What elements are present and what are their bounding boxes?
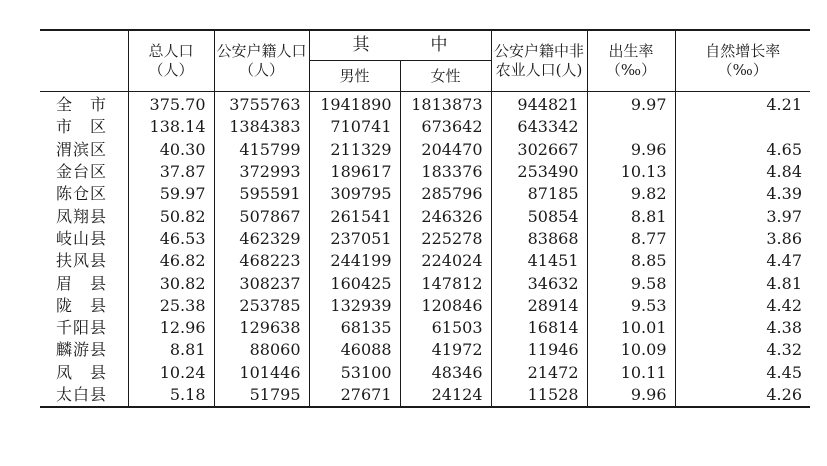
table-row [40, 250, 810, 272]
female-cell: 48346 [400, 362, 491, 384]
male-cell: 68135 [309, 317, 400, 339]
female-cell: 41972 [400, 339, 491, 361]
table-row [40, 92, 810, 117]
region-name: 陇 县 [56, 295, 108, 315]
growth-rate-cell: 4.45 [675, 362, 810, 384]
growth-rate-cell: 4.84 [675, 161, 810, 183]
total-population-cell: 50.82 [128, 205, 214, 227]
registered-population-cell: 129638 [214, 317, 309, 339]
birth-rate-cell: 10.13 [587, 161, 675, 183]
female-cell: 1813873 [400, 92, 491, 117]
header-growth-line1: 自然增长率 [705, 42, 781, 60]
registered-population-cell: 3755763 [214, 92, 309, 117]
table-row [40, 228, 810, 250]
region-name: 市 区 [56, 117, 108, 137]
nonagricultural-cell: 643342 [491, 116, 587, 138]
nonagricultural-cell: 16814 [491, 317, 587, 339]
header-birth-line2: （‰） [605, 61, 657, 79]
registered-population-cell: 372993 [214, 161, 309, 183]
region-name: 全 市 [56, 95, 108, 115]
nonagricultural-cell: 11946 [491, 339, 587, 361]
growth-rate-cell: 4.42 [675, 295, 810, 317]
male-cell: 53100 [309, 362, 400, 384]
growth-rate-cell: 4.32 [675, 339, 810, 361]
female-cell: 224024 [400, 250, 491, 272]
registered-population-cell: 1384383 [214, 116, 309, 138]
table-row [40, 295, 810, 317]
registered-population-cell: 507867 [214, 205, 309, 227]
region-name: 千阳县 [56, 318, 108, 338]
registered-population-cell: 415799 [214, 139, 309, 161]
male-cell: 309795 [309, 183, 400, 205]
nonagricultural-cell: 21472 [491, 362, 587, 384]
header-region [40, 30, 128, 92]
table-row [40, 384, 810, 407]
nonagricultural-cell: 83868 [491, 228, 587, 250]
region-name: 太白县 [40, 384, 128, 407]
total-population-cell: 46.82 [128, 250, 214, 272]
male-cell: 710741 [309, 116, 400, 138]
total-population-cell: 46.53 [128, 228, 214, 250]
male-cell: 237051 [309, 228, 400, 250]
birth-rate-cell: 9.96 [587, 139, 675, 161]
nonagricultural-cell: 302667 [491, 139, 587, 161]
growth-rate-cell: 4.38 [675, 317, 810, 339]
region-name: 麟游县 [56, 340, 108, 360]
female-cell: 183376 [400, 161, 491, 183]
header-total-line1: 总人口 [148, 42, 194, 60]
nonagricultural-cell: 253490 [491, 161, 587, 183]
registered-population-cell: 253785 [214, 295, 309, 317]
male-cell: 189617 [309, 161, 400, 183]
birth-rate-cell: 8.81 [587, 205, 675, 227]
female-cell: 24124 [400, 384, 491, 407]
birth-rate-cell: 10.01 [587, 317, 675, 339]
registered-population-cell: 51795 [214, 384, 309, 407]
nonagricultural-cell: 41451 [491, 250, 587, 272]
region-name: 眉 县 [56, 273, 108, 293]
female-cell: 285796 [400, 183, 491, 205]
total-population-cell: 25.38 [128, 295, 214, 317]
growth-rate-cell: 4.47 [675, 250, 810, 272]
region-name: 扶风县 [56, 251, 108, 271]
total-population-cell: 12.96 [128, 317, 214, 339]
nonagricultural-cell: 87185 [491, 183, 587, 205]
birth-rate-cell: 9.58 [587, 272, 675, 294]
header-among-label: 其 中 [352, 35, 470, 55]
total-population-cell: 375.70 [128, 92, 214, 117]
registered-population-cell: 88060 [214, 339, 309, 361]
table-row [40, 205, 810, 227]
growth-rate-cell: 4.81 [675, 272, 810, 294]
header-total-line2: （人） [148, 61, 194, 79]
growth-rate-cell: 4.21 [675, 92, 810, 117]
male-cell: 261541 [309, 205, 400, 227]
nonagricultural-cell: 11528 [491, 384, 587, 407]
female-cell: 246326 [400, 205, 491, 227]
female-cell: 61503 [400, 317, 491, 339]
header-registered-line2: （人） [238, 61, 284, 79]
table-row [40, 116, 810, 138]
header-registered-line1: 公安户籍人口 [216, 42, 307, 60]
table-row [40, 362, 810, 384]
birth-rate-cell: 9.53 [587, 295, 675, 317]
table-row [40, 317, 810, 339]
total-population-cell: 59.97 [128, 183, 214, 205]
growth-rate-cell: 4.39 [675, 183, 810, 205]
total-population-cell: 8.81 [128, 339, 214, 361]
region-name: 凤 县 [56, 362, 108, 382]
header-birth-rate [587, 30, 675, 92]
header-nonagri-line2: 农业人口(人) [495, 61, 583, 79]
header-among [309, 30, 491, 61]
registered-population-cell: 468223 [214, 250, 309, 272]
region-name: 金台区 [56, 162, 108, 182]
header-total-population [128, 30, 214, 92]
total-population-cell: 10.24 [128, 362, 214, 384]
region-name: 岐山县 [56, 228, 108, 248]
birth-rate-cell: 8.77 [587, 228, 675, 250]
nonagricultural-cell: 944821 [491, 92, 587, 117]
growth-rate-cell: 4.26 [675, 384, 810, 407]
table-row [40, 272, 810, 294]
registered-population-cell: 101446 [214, 362, 309, 384]
total-population-cell: 37.87 [128, 161, 214, 183]
total-population-cell: 40.30 [128, 139, 214, 161]
male-cell: 160425 [309, 272, 400, 294]
nonagricultural-cell: 34632 [491, 272, 587, 294]
header-nonagricultural [491, 30, 587, 92]
male-cell: 244199 [309, 250, 400, 272]
birth-rate-cell: 10.09 [587, 339, 675, 361]
table-row [40, 183, 810, 205]
header-growth-rate [675, 30, 810, 92]
male-cell: 211329 [309, 139, 400, 161]
female-cell: 147812 [400, 272, 491, 294]
birth-rate-cell: 9.97 [587, 92, 675, 117]
table-row [40, 339, 810, 361]
female-cell: 120846 [400, 295, 491, 317]
population-table [40, 29, 810, 408]
female-cell: 673642 [400, 116, 491, 138]
total-population-cell: 30.82 [128, 272, 214, 294]
male-cell: 46088 [309, 339, 400, 361]
birth-rate-cell [587, 116, 675, 138]
header-birth-line1: 出生率 [608, 42, 654, 60]
region-name: 渭滨区 [56, 139, 108, 159]
total-population-cell: 5.18 [128, 384, 214, 407]
growth-rate-cell: 4.65 [675, 139, 810, 161]
registered-population-cell: 595591 [214, 183, 309, 205]
growth-rate-cell: 3.86 [675, 228, 810, 250]
region-name: 陈仓区 [56, 184, 108, 204]
growth-rate-cell [675, 116, 810, 138]
female-cell: 225278 [400, 228, 491, 250]
header-growth-line2: （‰） [717, 61, 768, 79]
header-male: 男性 [309, 61, 400, 92]
table-row [40, 161, 810, 183]
male-cell: 1941890 [309, 92, 400, 117]
male-cell: 27671 [309, 384, 400, 407]
growth-rate-cell: 3.97 [675, 205, 810, 227]
header-registered-population [214, 30, 309, 92]
male-cell: 132939 [309, 295, 400, 317]
nonagricultural-cell: 50854 [491, 205, 587, 227]
female-cell: 204470 [400, 139, 491, 161]
table-row [40, 139, 810, 161]
registered-population-cell: 462329 [214, 228, 309, 250]
total-population-cell: 138.14 [128, 116, 214, 138]
birth-rate-cell: 9.82 [587, 183, 675, 205]
birth-rate-cell: 10.11 [587, 362, 675, 384]
registered-population-cell: 308237 [214, 272, 309, 294]
birth-rate-cell: 9.96 [587, 384, 675, 407]
header-nonagri-line1: 公安户籍中非 [493, 42, 584, 60]
header-female: 女性 [400, 61, 491, 92]
nonagricultural-cell: 28914 [491, 295, 587, 317]
table-body [40, 92, 810, 408]
region-name: 凤翔县 [56, 206, 108, 226]
birth-rate-cell: 8.85 [587, 250, 675, 272]
